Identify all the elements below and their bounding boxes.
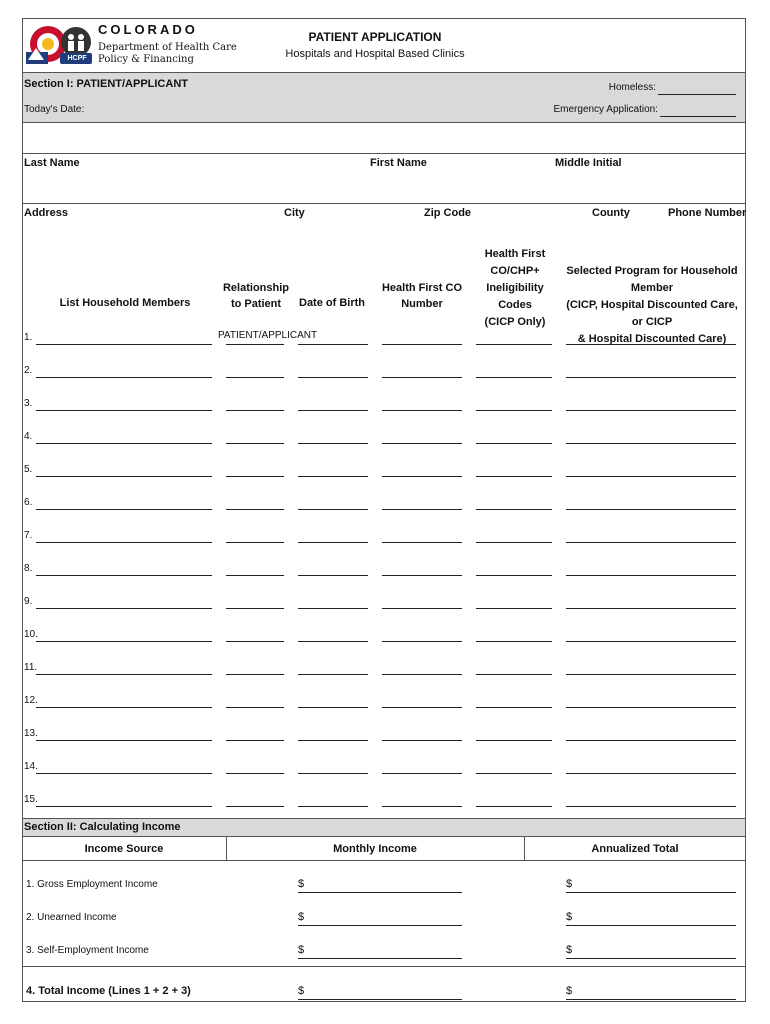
relationship-field[interactable] bbox=[226, 773, 284, 774]
county-label: County bbox=[592, 207, 630, 219]
dob-field[interactable] bbox=[298, 707, 368, 708]
dob-field[interactable] bbox=[298, 740, 368, 741]
dob-field[interactable] bbox=[298, 410, 368, 411]
member-name-field[interactable] bbox=[36, 806, 212, 807]
monthly-income-header: Monthly Income bbox=[333, 843, 417, 855]
program-field[interactable] bbox=[566, 542, 736, 543]
dob-header: Date of Birth bbox=[299, 297, 365, 309]
monthly-currency-sign: $ bbox=[298, 911, 305, 923]
city-label: City bbox=[284, 207, 305, 219]
total-income-label: 4. Total Income (Lines 1 + 2 + 3) bbox=[26, 985, 191, 997]
hfco-number-field[interactable] bbox=[382, 740, 462, 741]
relationship-field[interactable] bbox=[226, 377, 284, 378]
household-row-number: 8. bbox=[24, 563, 33, 574]
member-name-field[interactable] bbox=[36, 707, 212, 708]
ineligibility-code-field[interactable] bbox=[476, 542, 552, 543]
household-members-header: List Household Members bbox=[59, 297, 191, 309]
household-row-number: 10. bbox=[24, 629, 38, 640]
monthly-income-field[interactable] bbox=[298, 925, 462, 926]
monthly-currency-sign: $ bbox=[298, 944, 305, 956]
ineligibility-code-field[interactable] bbox=[476, 641, 552, 642]
logo-badge: HCPF bbox=[67, 55, 87, 62]
relationship-field[interactable] bbox=[226, 344, 284, 345]
dob-field[interactable] bbox=[298, 674, 368, 675]
program-field[interactable] bbox=[566, 641, 736, 642]
codes-header-line4: (CICP Only) bbox=[484, 316, 546, 328]
member-name-field[interactable] bbox=[36, 377, 212, 378]
annual-income-field[interactable] bbox=[566, 958, 736, 959]
program-header-line1: Selected Program for Household Member bbox=[566, 265, 738, 294]
program-header-line2: (CICP, Hospital Discounted Care, or CICP bbox=[566, 299, 738, 328]
monthly-currency-sign: $ bbox=[298, 878, 305, 890]
household-row-number: 9. bbox=[24, 596, 33, 607]
relationship-field[interactable] bbox=[226, 443, 284, 444]
page-subtitle: Hospitals and Hospital Based Clinics bbox=[285, 48, 465, 60]
selected-program-header bbox=[562, 263, 742, 348]
ineligibility-code-field[interactable] bbox=[476, 410, 552, 411]
ineligibility-code-field[interactable] bbox=[476, 773, 552, 774]
hfco-number-field[interactable] bbox=[382, 509, 462, 510]
program-field[interactable] bbox=[566, 410, 736, 411]
dob-field[interactable] bbox=[298, 377, 368, 378]
relationship-header-line2: to Patient bbox=[230, 298, 282, 310]
program-field[interactable] bbox=[566, 377, 736, 378]
hfco-number-field[interactable] bbox=[382, 542, 462, 543]
dob-field[interactable] bbox=[298, 542, 368, 543]
annual-income-field[interactable] bbox=[566, 925, 736, 926]
zip-code-label: Zip Code bbox=[424, 207, 472, 219]
member-name-field[interactable] bbox=[36, 344, 212, 345]
member-name-field[interactable] bbox=[36, 410, 212, 411]
household-row-number: 3. bbox=[24, 398, 33, 409]
hfco-number-field[interactable] bbox=[382, 641, 462, 642]
total-monthly-field[interactable] bbox=[298, 999, 462, 1000]
household-row-number: 4. bbox=[24, 431, 33, 442]
program-field[interactable] bbox=[566, 476, 736, 477]
relationship-field[interactable] bbox=[226, 542, 284, 543]
section1-title: Section I: PATIENT/APPLICANT bbox=[24, 78, 188, 90]
household-row-number: 2. bbox=[24, 365, 33, 376]
dob-field[interactable] bbox=[298, 344, 368, 345]
income-source-label: 3. Self-Employment Income bbox=[26, 945, 149, 956]
relationship-field[interactable] bbox=[226, 740, 284, 741]
first-relationship-value: PATIENT/APPLICANT bbox=[218, 330, 318, 341]
dob-field[interactable] bbox=[298, 608, 368, 609]
member-name-field[interactable] bbox=[36, 575, 212, 576]
household-row-number: 1. bbox=[24, 332, 33, 343]
emergency-field[interactable] bbox=[660, 116, 736, 117]
income-source-header: Income Source bbox=[84, 843, 164, 855]
dept-line-1: Department of Health Care bbox=[98, 42, 237, 53]
program-field[interactable] bbox=[566, 443, 736, 444]
hfco-number-field[interactable] bbox=[382, 443, 462, 444]
first-name-label: First Name bbox=[370, 157, 427, 169]
ineligibility-code-field[interactable] bbox=[476, 509, 552, 510]
household-row-number: 15. bbox=[24, 794, 38, 805]
relationship-header bbox=[218, 280, 294, 312]
household-row-number: 6. bbox=[24, 497, 33, 508]
ineligibility-code-field[interactable] bbox=[476, 608, 552, 609]
program-field[interactable] bbox=[566, 608, 736, 609]
hfco-number-field[interactable] bbox=[382, 344, 462, 345]
ineligibility-code-field[interactable] bbox=[476, 674, 552, 675]
relationship-field[interactable] bbox=[226, 806, 284, 807]
member-name-field[interactable] bbox=[36, 674, 212, 675]
member-name-field[interactable] bbox=[36, 476, 212, 477]
income-source-label: 2. Unearned Income bbox=[26, 912, 117, 923]
annual-currency-sign: $ bbox=[566, 911, 573, 923]
ineligibility-code-field[interactable] bbox=[476, 740, 552, 741]
monthly-income-field[interactable] bbox=[298, 892, 462, 893]
dob-field[interactable] bbox=[298, 476, 368, 477]
program-field[interactable] bbox=[566, 707, 736, 708]
household-row-number: 13. bbox=[24, 728, 38, 739]
relationship-field[interactable] bbox=[226, 674, 284, 675]
hfco-number-field[interactable] bbox=[382, 773, 462, 774]
last-name-label: Last Name bbox=[24, 157, 80, 169]
ineligibility-code-field[interactable] bbox=[476, 377, 552, 378]
homeless-field[interactable] bbox=[658, 94, 736, 95]
ineligibility-code-field[interactable] bbox=[476, 707, 552, 708]
dob-field[interactable] bbox=[298, 443, 368, 444]
hfco-number-field[interactable] bbox=[382, 674, 462, 675]
member-name-field[interactable] bbox=[36, 509, 212, 510]
relationship-field[interactable] bbox=[226, 509, 284, 510]
annual-currency-sign: $ bbox=[566, 944, 573, 956]
hfco-header-line1: Health First CO bbox=[381, 282, 463, 294]
total-monthly-currency: $ bbox=[298, 985, 305, 997]
org-name: COLORADO bbox=[98, 22, 198, 37]
member-name-field[interactable] bbox=[36, 740, 212, 741]
program-field[interactable] bbox=[566, 773, 736, 774]
todays-date-label: Today's Date: bbox=[24, 104, 85, 115]
program-field[interactable] bbox=[566, 575, 736, 576]
member-name-field[interactable] bbox=[36, 443, 212, 444]
household-row-number: 7. bbox=[24, 530, 33, 541]
relationship-header-line1: Relationship bbox=[222, 282, 289, 294]
page-title: PATIENT APPLICATION bbox=[308, 30, 442, 44]
dept-line-2: Policy & Financing bbox=[98, 54, 194, 65]
household-row-number: 12. bbox=[24, 695, 38, 706]
annualized-total-header: Annualized Total bbox=[591, 843, 679, 855]
relationship-field[interactable] bbox=[226, 707, 284, 708]
household-row-number: 11. bbox=[24, 662, 38, 673]
hfco-number-field[interactable] bbox=[382, 377, 462, 378]
member-name-field[interactable] bbox=[36, 641, 212, 642]
relationship-field[interactable] bbox=[226, 608, 284, 609]
dob-field[interactable] bbox=[298, 641, 368, 642]
ineligibility-code-field[interactable] bbox=[476, 575, 552, 576]
codes-header-line2: CO/CHP+ bbox=[490, 265, 540, 277]
annual-income-field[interactable] bbox=[566, 892, 736, 893]
codes-header-line3: Ineligibility Codes bbox=[486, 282, 544, 311]
dob-field[interactable] bbox=[298, 509, 368, 510]
emergency-label: Emergency Application: bbox=[553, 104, 658, 115]
hfco-number-field[interactable] bbox=[382, 410, 462, 411]
relationship-field[interactable] bbox=[226, 575, 284, 576]
section2-title: Section II: Calculating Income bbox=[24, 821, 181, 833]
codes-header-line1: Health First bbox=[484, 248, 546, 260]
hfco-header-line2: Number bbox=[401, 298, 443, 310]
program-field[interactable] bbox=[566, 509, 736, 510]
relationship-field[interactable] bbox=[226, 641, 284, 642]
program-field[interactable] bbox=[566, 674, 736, 675]
household-row-number: 5. bbox=[24, 464, 33, 475]
ineligibility-code-field[interactable] bbox=[476, 476, 552, 477]
relationship-field[interactable] bbox=[226, 410, 284, 411]
dob-field[interactable] bbox=[298, 806, 368, 807]
total-annual-field[interactable] bbox=[566, 999, 736, 1000]
member-name-field[interactable] bbox=[36, 773, 212, 774]
member-name-field[interactable] bbox=[36, 608, 212, 609]
dob-field[interactable] bbox=[298, 575, 368, 576]
program-field[interactable] bbox=[566, 344, 736, 345]
program-field[interactable] bbox=[566, 806, 736, 807]
household-row-number: 14. bbox=[24, 761, 38, 772]
ineligibility-code-field[interactable] bbox=[476, 344, 552, 345]
homeless-label: Homeless: bbox=[608, 82, 656, 93]
ineligibility-codes-header bbox=[470, 246, 560, 331]
monthly-income-field[interactable] bbox=[298, 958, 462, 959]
middle-initial-label: Middle Initial bbox=[555, 157, 622, 169]
hfco-number-field[interactable] bbox=[382, 476, 462, 477]
member-name-field[interactable] bbox=[36, 542, 212, 543]
hfco-number-field[interactable] bbox=[382, 608, 462, 609]
address-label: Address bbox=[24, 207, 69, 219]
income-source-label: 1. Gross Employment Income bbox=[26, 879, 158, 890]
total-annual-currency: $ bbox=[566, 985, 573, 997]
ineligibility-code-field[interactable] bbox=[476, 443, 552, 444]
hfco-number-field[interactable] bbox=[382, 575, 462, 576]
program-header-line3: & Hospital Discounted Care) bbox=[577, 333, 727, 345]
hfco-number-header bbox=[378, 280, 466, 312]
dob-field[interactable] bbox=[298, 773, 368, 774]
ineligibility-code-field[interactable] bbox=[476, 806, 552, 807]
phone-number-label: Phone Number bbox=[668, 207, 747, 219]
annual-currency-sign: $ bbox=[566, 878, 573, 890]
hfco-number-field[interactable] bbox=[382, 806, 462, 807]
program-field[interactable] bbox=[566, 740, 736, 741]
relationship-field[interactable] bbox=[226, 476, 284, 477]
hfco-number-field[interactable] bbox=[382, 707, 462, 708]
